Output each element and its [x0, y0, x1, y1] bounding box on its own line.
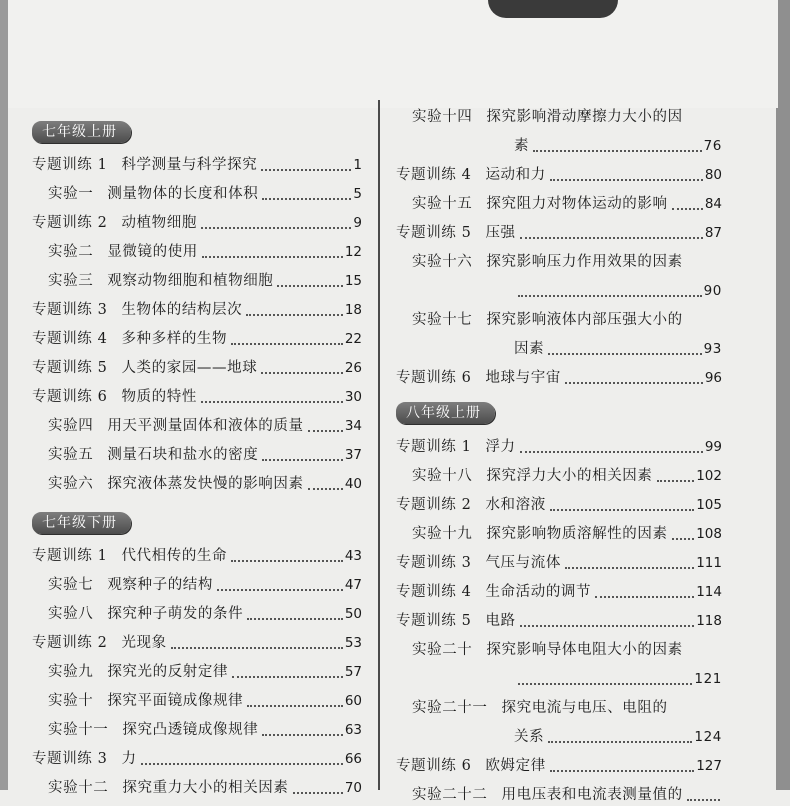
page-number: 96: [704, 370, 722, 386]
entry-label: 专题训练 6: [396, 758, 472, 774]
entry-title: 探究电流与电压、电阻的: [501, 700, 668, 716]
entry-title: 测量物体的长度和体积: [107, 186, 259, 202]
toc-topic-entry[interactable]: [32, 357, 362, 379]
entry-title: 用电压表和电流表测量值的: [501, 787, 683, 803]
toc-topic-entry[interactable]: [32, 299, 362, 321]
toc-topic-entry[interactable]: [32, 386, 362, 408]
toc-topic-entry[interactable]: [32, 154, 362, 176]
page-number: 57: [344, 664, 362, 680]
dot-leader: [550, 178, 703, 181]
entry-label: 专题训练 4: [396, 584, 472, 600]
entry-label: 专题训练 2: [32, 215, 108, 231]
dot-leader: [550, 769, 694, 772]
entry-title: 探究阻力对物体运动的影响: [486, 196, 668, 212]
column-divider: [378, 100, 380, 790]
entry-title: 电路: [485, 613, 516, 629]
entry-title: 压强: [485, 225, 516, 241]
dot-leader: [262, 733, 343, 736]
page-number: 63: [344, 722, 362, 738]
page-number: 70: [344, 780, 362, 796]
dot-leader: [201, 400, 343, 403]
entry-title: 动植物细胞: [121, 215, 197, 231]
entry-label: 实验一: [48, 186, 94, 202]
entry-title: 探究影响物质溶解性的因素: [486, 526, 668, 542]
entry-title: 地球与宇宙: [485, 370, 561, 386]
page-number: 9: [353, 215, 362, 231]
entry-title: 用天平测量固体和液体的质量: [107, 418, 304, 434]
entry-label: 专题训练 2: [32, 635, 108, 651]
page-number: 90: [703, 283, 722, 299]
entry-title: 代代相传的生命: [121, 548, 228, 564]
toc-topic-entry[interactable]: [396, 367, 722, 389]
toc-topic-entry[interactable]: [396, 164, 722, 186]
page-number: 127: [696, 758, 722, 774]
page-number: 80: [704, 167, 722, 183]
toc-experiment-entry[interactable]: [412, 639, 722, 661]
entry-label: 实验十五: [412, 196, 473, 212]
toc-experiment-entry[interactable]: [48, 415, 362, 437]
entry-label: 专题训练 5: [396, 225, 472, 241]
dot-leader: [231, 342, 343, 345]
page-number: 121: [694, 671, 722, 687]
entry-label: 专题训练 1: [396, 439, 472, 455]
toc-experiment-entry[interactable]: [412, 251, 722, 273]
toc-experiment-entry[interactable]: [412, 784, 722, 806]
dot-leader: [672, 207, 703, 210]
dot-leader: [548, 352, 701, 355]
entry-label: 实验十八: [412, 468, 473, 484]
page-number: 102: [696, 468, 722, 484]
dot-leader: [293, 791, 343, 794]
dot-leader: [261, 168, 351, 171]
toc-topic-entry[interactable]: [396, 436, 722, 458]
entry-title: 生命活动的调节: [485, 584, 592, 600]
dot-leader: [217, 588, 343, 591]
dot-leader: [246, 313, 343, 316]
entry-continuation: [514, 280, 722, 302]
entry-title: 探究种子萌发的条件: [107, 606, 244, 622]
page-number: 53: [344, 635, 362, 651]
entry-title: 物质的特性: [121, 389, 197, 405]
toc-experiment-entry[interactable]: [48, 574, 362, 596]
toc-experiment-entry[interactable]: [412, 106, 722, 128]
entry-label: 专题训练 6: [396, 370, 472, 386]
dot-leader: [565, 381, 703, 384]
page-number: 118: [696, 613, 722, 629]
entry-label: 实验四: [48, 418, 94, 434]
page-number: 34: [344, 418, 362, 434]
dot-leader: [518, 682, 692, 685]
toc-experiment-entry[interactable]: [412, 193, 722, 215]
dot-leader: [548, 740, 692, 743]
entry-continuation: [514, 726, 722, 748]
toc-experiment-entry[interactable]: [48, 777, 362, 799]
toc-experiment-entry[interactable]: [412, 309, 722, 331]
entry-label: 专题训练 5: [396, 613, 472, 629]
entry-label: 专题训练 3: [32, 751, 108, 767]
page-number: 60: [344, 693, 362, 709]
entry-title: 光现象: [121, 635, 167, 651]
dot-leader: [520, 236, 703, 239]
entry-label: 实验九: [48, 664, 94, 680]
entry-label: 实验十七: [412, 312, 473, 328]
page-number: 114: [696, 584, 722, 600]
dot-leader: [308, 487, 343, 490]
toc-experiment-entry[interactable]: [48, 444, 362, 466]
entry-label: 实验二十一: [412, 700, 488, 716]
toc-experiment-entry[interactable]: [48, 690, 362, 712]
page-number: 47: [344, 577, 362, 593]
page-number: 50: [344, 606, 362, 622]
dot-leader: [262, 458, 343, 461]
page-number: 66: [344, 751, 362, 767]
toc-topic-entry[interactable]: [396, 755, 722, 777]
entry-title: 多种多样的生物: [121, 331, 228, 347]
page-number: 43: [344, 548, 362, 564]
entry-title: 人类的家园——地球: [121, 360, 258, 376]
heading-tab: [488, 0, 618, 18]
page-number: 76: [703, 138, 722, 154]
page-number: 18: [344, 302, 362, 318]
toc-topic-entry[interactable]: [32, 328, 362, 350]
entry-label: 专题训练 5: [32, 360, 108, 376]
dot-leader: [261, 371, 342, 374]
dot-leader: [533, 149, 702, 152]
page-edge-left: [0, 0, 8, 790]
entry-title: 显微镜的使用: [107, 244, 198, 260]
toc-experiment-entry[interactable]: [48, 270, 362, 292]
entry-title: 水和溶液: [485, 497, 546, 513]
entry-title-continued: 关系: [514, 729, 545, 745]
toc-experiment-entry[interactable]: [48, 719, 362, 741]
toc-topic-entry[interactable]: [396, 581, 722, 603]
dot-leader: [262, 197, 351, 200]
dot-leader: [141, 762, 343, 765]
dot-leader: [565, 566, 694, 569]
entry-label: 实验十: [48, 693, 94, 709]
entry-label: 专题训练 6: [32, 389, 108, 405]
dot-leader: [520, 450, 703, 453]
dot-leader: [247, 617, 343, 620]
page-number: 99: [704, 439, 722, 455]
page-number: 40: [344, 476, 362, 492]
toc-experiment-entry[interactable]: [48, 241, 362, 263]
entry-title: 科学测量与科学探究: [121, 157, 258, 173]
bleed-through-area: [8, 0, 778, 108]
dot-leader: [231, 559, 343, 562]
entry-title: 生物体的结构层次: [121, 302, 243, 318]
grade-section-badge: 七年级下册: [32, 512, 131, 534]
entry-label: 实验三: [48, 273, 94, 289]
dot-leader: [687, 798, 720, 801]
toc-topic-entry[interactable]: [32, 632, 362, 654]
entry-label: 实验七: [48, 577, 94, 593]
entry-title: 探究光的反射定律: [107, 664, 229, 680]
page-number: 108: [696, 526, 722, 542]
entry-title: 运动和力: [485, 167, 546, 183]
dot-leader: [520, 624, 695, 627]
toc-topic-entry[interactable]: [396, 222, 722, 244]
grade-section-badge: 七年级上册: [32, 121, 131, 143]
dot-leader: [308, 429, 343, 432]
entry-title: 探究影响液体内部压强大小的: [486, 312, 683, 328]
entry-title: 探究液体蒸发快慢的影响因素: [107, 476, 304, 492]
entry-title: 探究浮力大小的相关因素: [486, 468, 653, 484]
toc-experiment-entry[interactable]: [48, 183, 362, 205]
dot-leader: [202, 255, 343, 258]
entry-continuation: [514, 338, 722, 360]
entry-label: 实验二: [48, 244, 94, 260]
toc-experiment-entry[interactable]: [48, 473, 362, 495]
page-number: 30: [344, 389, 362, 405]
entry-title: 观察种子的结构: [107, 577, 214, 593]
entry-title: 浮力: [485, 439, 516, 455]
toc-topic-entry[interactable]: [32, 545, 362, 567]
entry-label: 实验六: [48, 476, 94, 492]
entry-title: 力: [121, 751, 137, 767]
page-number: 37: [344, 447, 362, 463]
entry-label: 实验十四: [412, 109, 473, 125]
entry-label: 专题训练 2: [396, 497, 472, 513]
page-number: 84: [704, 196, 722, 212]
dot-leader: [657, 479, 695, 482]
entry-title: 气压与流体: [485, 555, 561, 571]
entry-title: 测量石块和盐水的密度: [107, 447, 259, 463]
entry-continuation: [514, 668, 722, 690]
page-number: 105: [696, 497, 722, 513]
toc-topic-entry[interactable]: [396, 494, 722, 516]
entry-title: 探究重力大小的相关因素: [122, 780, 289, 796]
entry-title: 探究凸透镜成像规律: [122, 722, 259, 738]
page-edge-right: [776, 0, 790, 790]
entry-title: 探究平面镜成像规律: [107, 693, 244, 709]
page-number: 15: [344, 273, 362, 289]
entry-title-continued: 因素: [514, 341, 545, 357]
toc-experiment-entry[interactable]: [412, 465, 722, 487]
dot-leader: [247, 704, 343, 707]
entry-label: 实验五: [48, 447, 94, 463]
entry-title: 探究影响滑动摩擦力大小的因: [486, 109, 683, 125]
entry-label: 实验二十: [412, 642, 473, 658]
dot-leader: [171, 646, 343, 649]
entry-label: 专题训练 3: [396, 555, 472, 571]
entry-title: 欧姆定律: [485, 758, 546, 774]
page-number: 87: [704, 225, 722, 241]
page-number: 5: [353, 186, 362, 202]
toc-experiment-entry[interactable]: [48, 661, 362, 683]
entry-label: 实验十九: [412, 526, 473, 542]
toc-experiment-entry[interactable]: [412, 523, 722, 545]
entry-label: 实验十一: [48, 722, 109, 738]
entry-title-continued: 素: [514, 138, 530, 154]
dot-leader: [201, 226, 351, 229]
dot-leader: [595, 595, 694, 598]
page-number: 1: [353, 157, 362, 173]
dot-leader: [277, 284, 342, 287]
toc-topic-entry[interactable]: [32, 212, 362, 234]
toc-experiment-entry[interactable]: [412, 697, 722, 719]
entry-title: 观察动物细胞和植物细胞: [107, 273, 274, 289]
toc-experiment-entry[interactable]: [48, 603, 362, 625]
dot-leader: [232, 675, 343, 678]
page-number: 111: [696, 555, 722, 571]
page-number: 124: [694, 729, 722, 745]
entry-label: 实验八: [48, 606, 94, 622]
page-number: 12: [344, 244, 362, 260]
entry-label: 实验十六: [412, 254, 473, 270]
page-number: 22: [344, 331, 362, 347]
grade-section-badge: 八年级上册: [396, 402, 495, 424]
entry-label: 专题训练 3: [32, 302, 108, 318]
entry-label: 专题训练 1: [32, 548, 108, 564]
dot-leader: [550, 508, 694, 511]
entry-label: 专题训练 4: [32, 331, 108, 347]
entry-continuation: [514, 135, 722, 157]
page-number: 26: [344, 360, 362, 376]
entry-label: 实验二十二: [412, 787, 488, 803]
entry-label: 专题训练 1: [32, 157, 108, 173]
entry-label: 专题训练 4: [396, 167, 472, 183]
dot-leader: [518, 294, 702, 297]
toc-topic-entry[interactable]: [396, 552, 722, 574]
dot-leader: [672, 537, 695, 540]
toc-topic-entry[interactable]: [396, 610, 722, 632]
entry-title: 探究影响导体电阻大小的因素: [486, 642, 683, 658]
entry-label: 实验十二: [48, 780, 109, 796]
page-number: 93: [703, 341, 722, 357]
entry-title: 探究影响压力作用效果的因素: [486, 254, 683, 270]
toc-topic-entry[interactable]: [32, 748, 362, 770]
